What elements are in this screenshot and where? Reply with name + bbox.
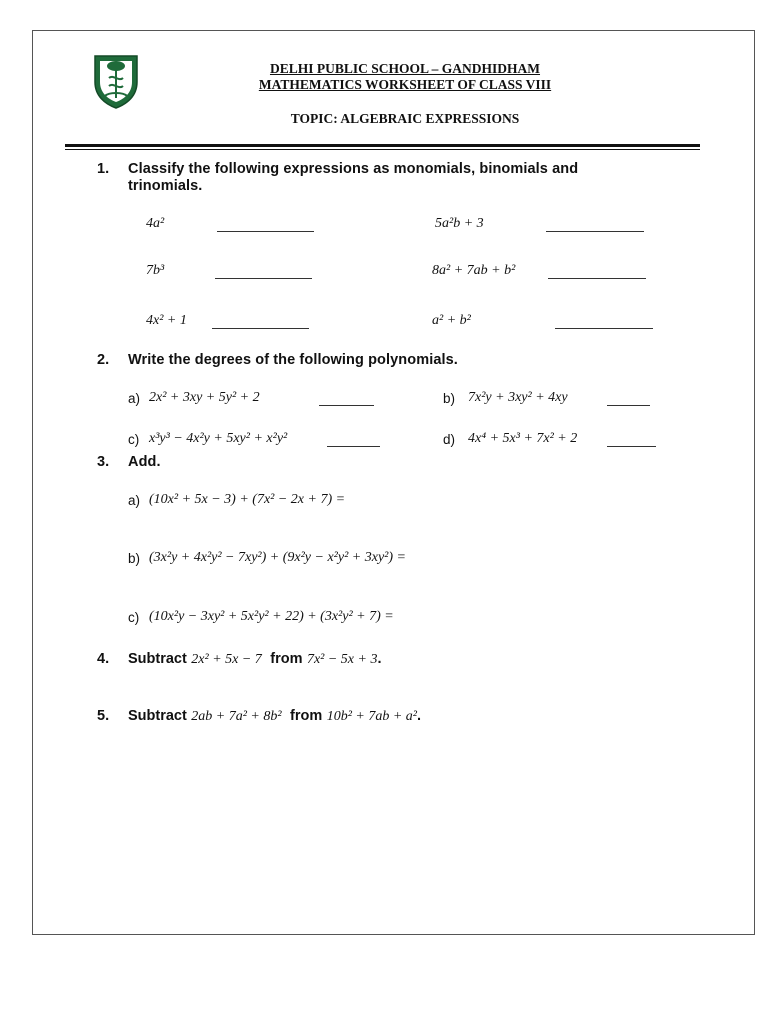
question-number: 4. — [97, 651, 110, 667]
answer-blank[interactable] — [555, 328, 653, 329]
question-number: 3. — [97, 454, 110, 470]
addition-expression: (10x² + 5x − 3) + (7x² − 2x + 7) = — [149, 492, 346, 507]
polynomial: 4x⁴ + 5x³ + 7x² + 2 — [468, 431, 578, 446]
expression: 10b² + 7ab + a² — [326, 709, 418, 724]
topic-title: TOPIC: ALGEBRAIC EXPRESSIONS — [290, 111, 520, 126]
question-number: 5. — [97, 708, 110, 724]
period: . — [417, 708, 422, 724]
expression: 2ab + 7a² + 8b² — [191, 709, 282, 724]
school-logo — [91, 52, 141, 110]
school-name: DELHI PUBLIC SCHOOL – GANDHIDHAM — [269, 61, 541, 76]
question-text-continued: trinomials. — [128, 178, 203, 194]
part-label: a) — [128, 493, 141, 508]
answer-blank[interactable] — [607, 446, 656, 447]
header-divider — [65, 144, 700, 147]
expression: 4a² — [146, 216, 165, 231]
part-label: c) — [128, 432, 140, 447]
answer-blank[interactable] — [548, 278, 646, 279]
answer-blank[interactable] — [546, 231, 644, 232]
expression: 7x² − 5x + 3 — [306, 652, 378, 667]
expression: 4x² + 1 — [146, 313, 187, 328]
answer-blank[interactable] — [327, 446, 380, 447]
part-label: b) — [128, 551, 141, 566]
period: . — [377, 651, 382, 667]
expression: 8a² + 7ab + b² — [432, 263, 516, 278]
part-label: a) — [128, 391, 141, 406]
question-text — [128, 707, 421, 725]
question-word: Subtract — [128, 708, 187, 724]
expression: 2x² + 5x − 7 — [191, 652, 262, 667]
polynomial: x³y³ − 4x²y + 5xy² + x²y² — [149, 431, 288, 446]
question-word: Subtract — [128, 651, 187, 667]
part-label: c) — [128, 610, 140, 625]
question-number: 2. — [97, 352, 110, 368]
answer-blank[interactable] — [212, 328, 309, 329]
answer-blank[interactable] — [607, 405, 650, 406]
answer-blank[interactable] — [215, 278, 312, 279]
question-text: Add. — [128, 454, 161, 470]
polynomial: 2x² + 3xy + 5y² + 2 — [149, 390, 260, 405]
expression: a² + b² — [432, 313, 471, 328]
expression: 5a²b + 3 — [435, 216, 484, 231]
question-text — [128, 650, 382, 668]
part-label: d) — [443, 432, 456, 447]
question-text: Write the degrees of the following polynomials. — [128, 352, 458, 368]
addition-expression: (3x²y + 4x²y² − 7xy²) + (9x²y − x²y² + 3xy²) = — [149, 550, 406, 565]
question-word: from — [270, 651, 303, 667]
answer-blank[interactable] — [319, 405, 374, 406]
header-divider-thin — [65, 149, 700, 150]
part-label: b) — [443, 391, 456, 406]
question-text: Classify the following expressions as monomials, binomials and — [128, 161, 579, 177]
expression: 7b³ — [146, 263, 165, 278]
addition-expression: (10x²y − 3xy² + 5x²y² + 22) + (3x²y² + 7) = — [149, 609, 394, 624]
question-number: 1. — [97, 161, 110, 177]
worksheet-title: MATHEMATICS WORKSHEET OF CLASS VIII — [258, 77, 552, 92]
polynomial: 7x²y + 3xy² + 4xy — [468, 390, 568, 405]
question-word: from — [290, 708, 323, 724]
answer-blank[interactable] — [217, 231, 314, 232]
